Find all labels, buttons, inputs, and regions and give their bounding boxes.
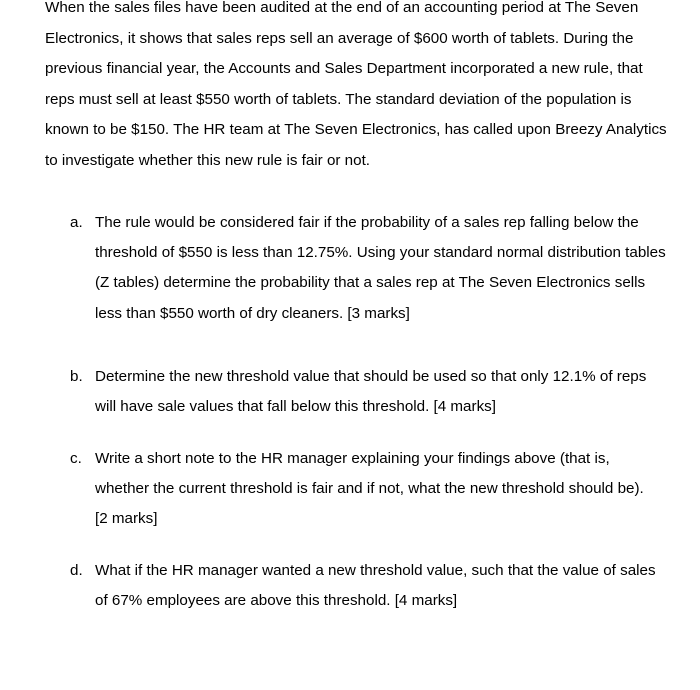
question-line: The rule would be considered fair if the probability of a sales rep falling below the: [95, 214, 639, 231]
intro-line: When the sales files have been audited at the end of an accounting period at The Seven: [45, 0, 639, 16]
question-b-text: [95, 362, 685, 422]
intro-paragraph: [45, 0, 685, 177]
question-line: [2 marks]: [95, 510, 158, 528]
question-a-text: [95, 208, 685, 329]
question-a-marker: a.: [70, 214, 83, 231]
question-c-text: [95, 444, 685, 535]
question-d-marker: d.: [70, 562, 83, 579]
intro-line: Electronics, it shows that sales reps sell an average of $600 worth of tablets. During the: [45, 29, 634, 47]
question-line: (Z tables) determine the probability that a sales rep at The Seven Electronics sells: [95, 274, 646, 292]
question-line: of 67% employees are above this threshold. [4 marks]: [95, 592, 458, 610]
question-line: will have sale values that fall below this threshold. [4 marks]: [95, 398, 496, 416]
question-line: What if the HR manager wanted a new threshold value, such that the value of sales: [95, 562, 656, 579]
intro-line: reps must sell at least $550 worth of tablets. The standard deviation of the population is: [45, 90, 632, 108]
question-d-text: [95, 556, 685, 616]
question-c-marker: c.: [70, 450, 82, 467]
question-line: less than $550 worth of dry cleaners. [3 marks]: [95, 304, 410, 322]
question-b-marker: b.: [70, 368, 83, 385]
question-line: threshold of $550 is less than 12.75%. Using your standard normal distribution tables: [95, 244, 666, 262]
question-line: Write a short note to the HR manager explaining your findings above (that is,: [95, 450, 610, 467]
intro-line: to investigate whether this new rule is fair or not.: [45, 151, 371, 169]
intro-line: previous financial year, the Accounts and Sales Department incorporated a new rule, that: [45, 60, 643, 78]
intro-line: known to be $150. The HR team at The Seven Electronics, has called upon Breezy Analytics: [45, 121, 667, 139]
question-line: Determine the new threshold value that should be used so that only 12.1% of reps: [95, 368, 647, 385]
question-line: whether the current threshold is fair and if not, what the new threshold should be).: [95, 480, 644, 498]
